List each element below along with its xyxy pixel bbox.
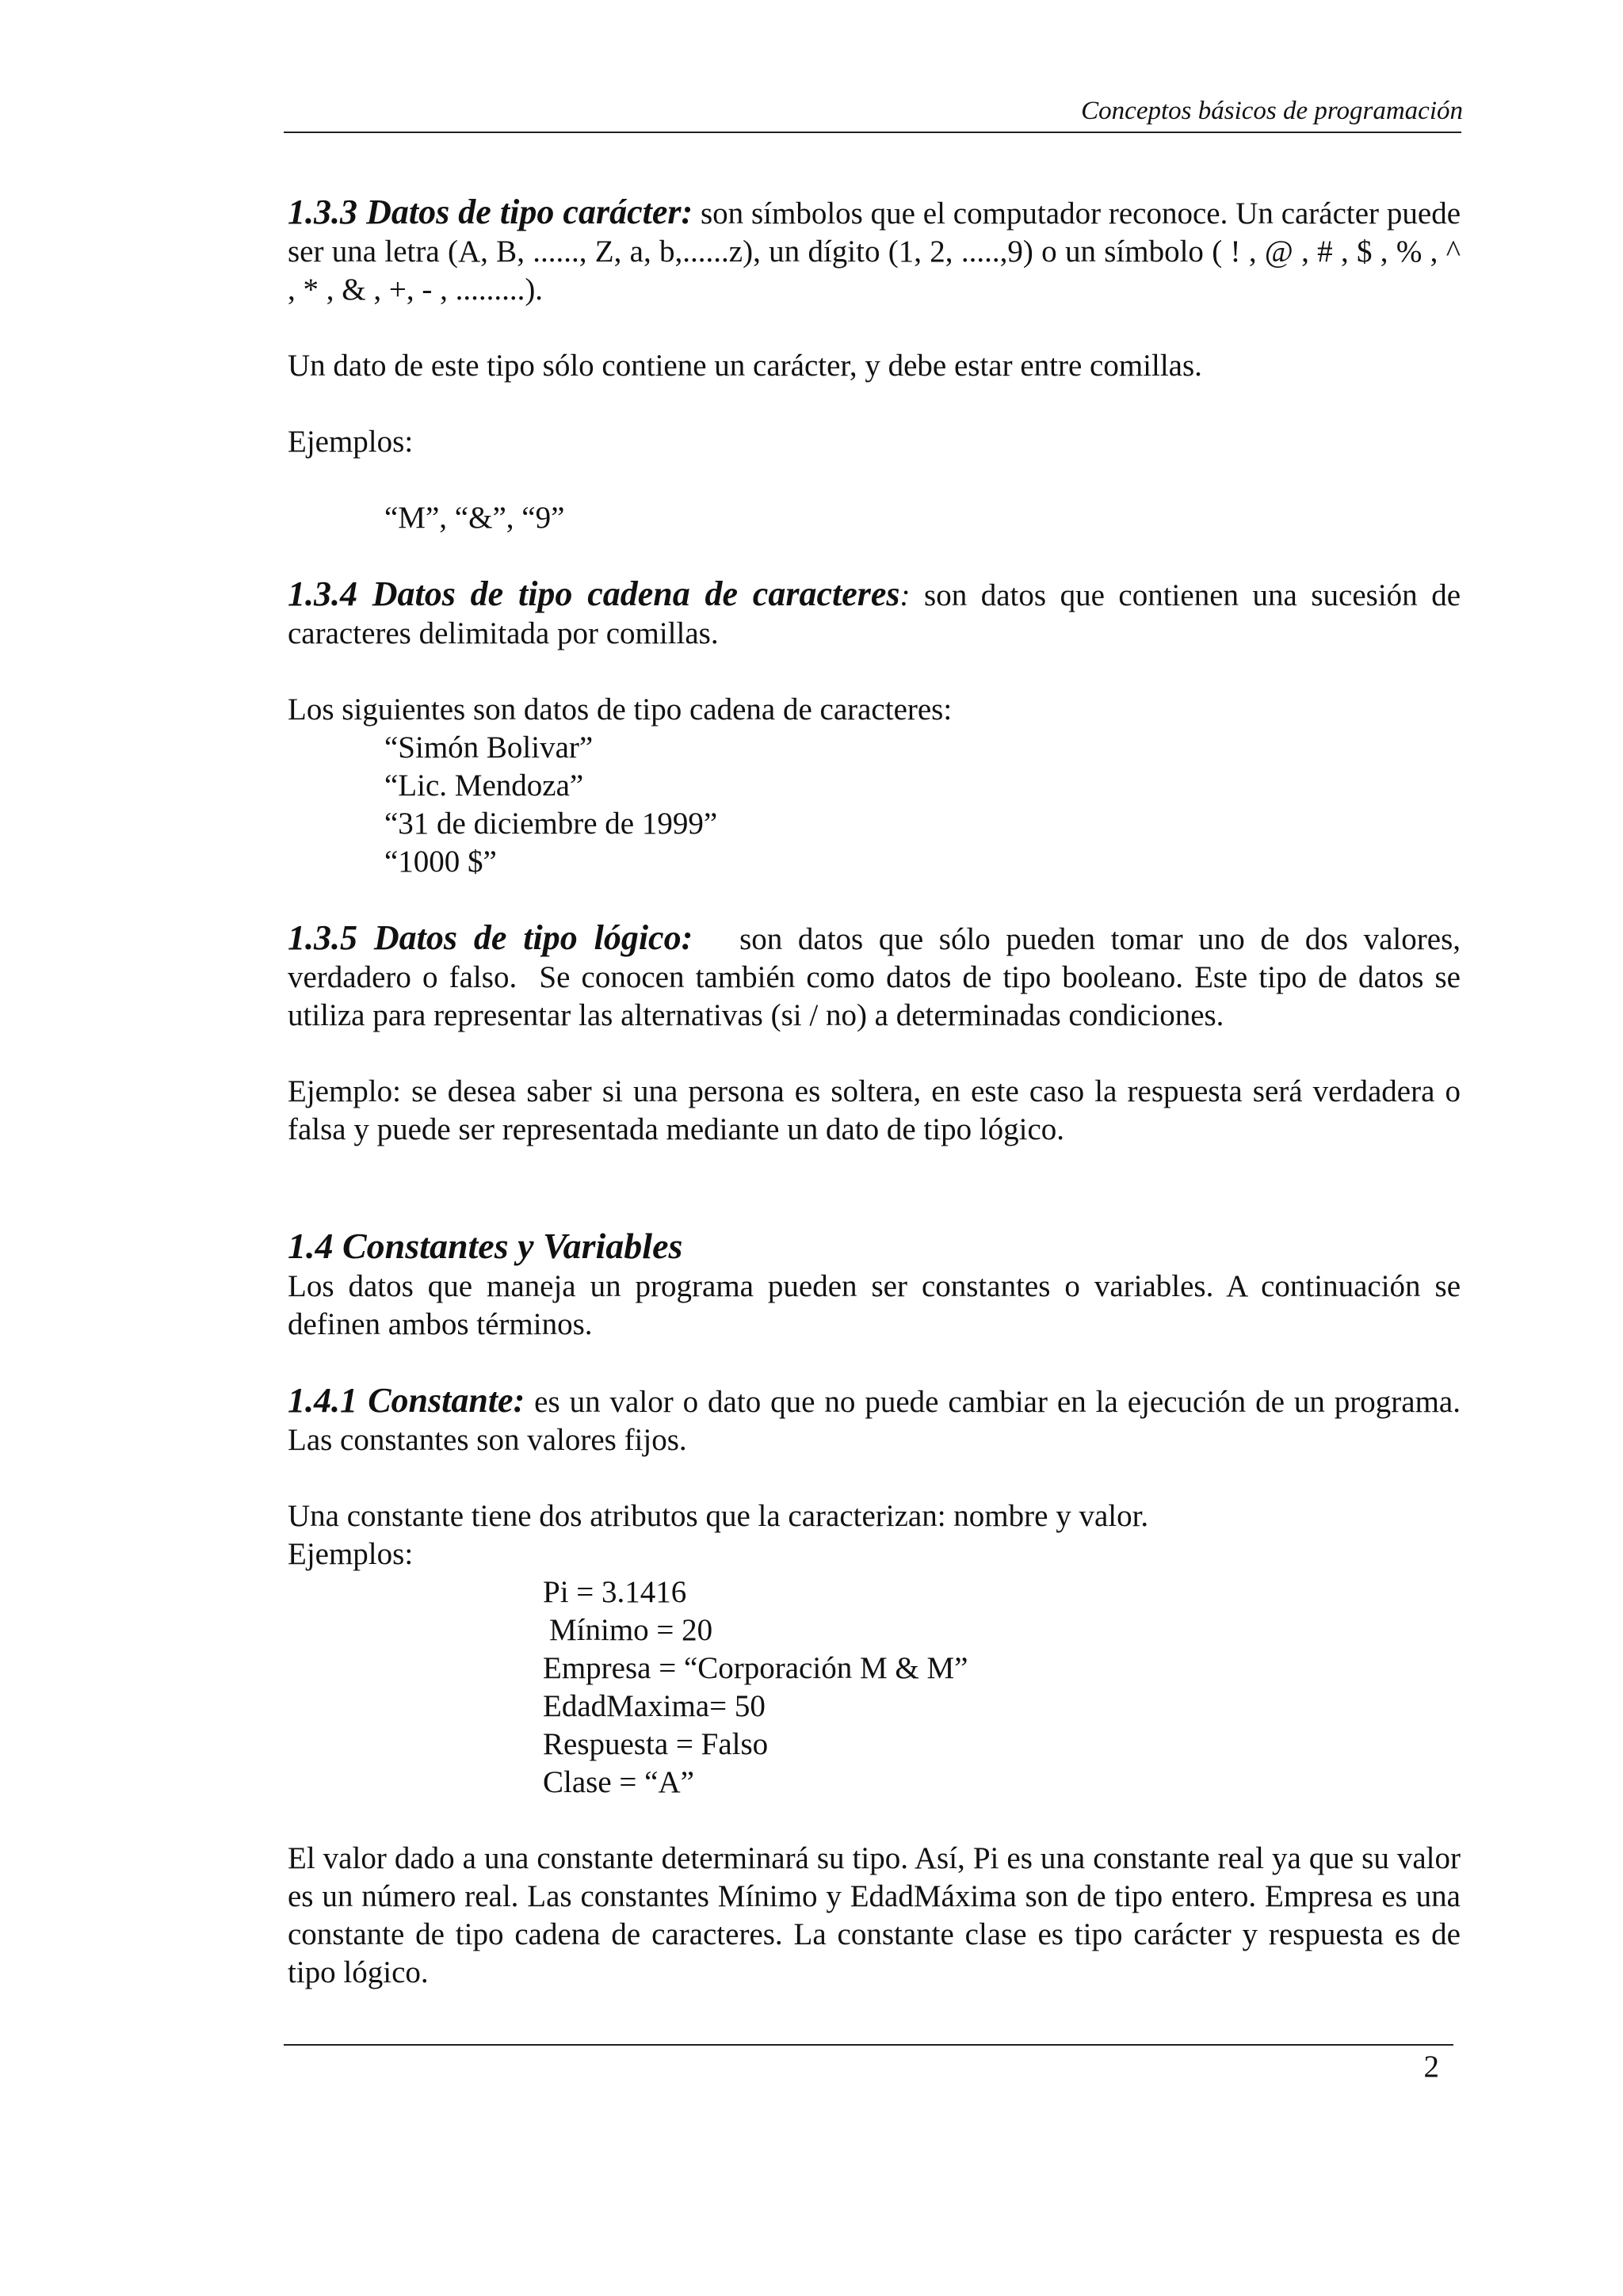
examples-label: Ejemplos: bbox=[288, 1537, 414, 1571]
footer-rule bbox=[284, 2044, 1453, 2046]
paragraph-logico-ejemplo: Ejemplo: se desea saber si una persona es soltera, en este caso la respuesta será verdadera o falsa y puede ser representada mediante un dato de tipo lógico. bbox=[288, 1074, 1461, 1146]
heading-colon: : bbox=[899, 578, 911, 612]
constant-example: Respuesta = Falso bbox=[543, 1727, 769, 1761]
paragraph-atributos: Una constante tiene dos atributos que la caracterizan: nombre y valor. bbox=[288, 1499, 1149, 1533]
running-header: Conceptos básicos de programación bbox=[1081, 97, 1463, 125]
paragraph-text: son datos que sólo pueden tomar uno de dos valores, verdadero o falso. Se conocen también como datos de tipo booleano. Este tipo de datos se utiliza para representar las alternativas (si / no) a determinadas condiciones. bbox=[288, 922, 1468, 1032]
constant-example: Mínimo = 20 bbox=[549, 1613, 713, 1647]
paragraph-text: son datos que contienen una sucesión de caracteres delimitada por comillas. bbox=[288, 578, 1461, 650]
examples-label: Ejemplos: bbox=[288, 425, 414, 459]
list-item: “Simón Bolivar” bbox=[384, 730, 594, 765]
paragraph-cadena-intro: Los siguientes son datos de tipo cadena de caracteres: bbox=[288, 692, 953, 727]
heading-1-3-4: 1.3.4 Datos de tipo cadena de caracteres bbox=[288, 574, 900, 613]
examples-caracter: “M”, “&”, “9” bbox=[384, 501, 565, 535]
paragraph-tipo-constante: El valor dado a una constante determinará su tipo. Así, Pi es una constante real ya que su valor es un número real. Las constantes Mínimo y EdadMáxima son de tipo entero. Empresa es una constante de tipo cadena de caracteres. La constante clase es tipo carácter y respuesta es de tipo lógico. bbox=[288, 1841, 1461, 1989]
paragraph-constante bbox=[288, 1382, 1461, 1459]
page-number: 2 bbox=[1423, 2050, 1439, 2084]
paragraph-text: es un valor o dato que no puede cambiar en la ejecución de un programa. Las constantes son valores fijos. bbox=[288, 1385, 1461, 1457]
heading-1-4-1: 1.4.1 Constante: bbox=[288, 1381, 525, 1420]
header-rule bbox=[284, 132, 1461, 133]
heading-1-3-5: 1.3.5 Datos de tipo lógico: bbox=[288, 918, 693, 957]
constant-example: Empresa = “Corporación M & M” bbox=[543, 1651, 968, 1685]
section-title-1-4: 1.4 Constantes y Variables bbox=[288, 1226, 683, 1266]
paragraph-constantes-variables: Los datos que maneja un programa pueden ser constantes o variables. A continuación se definen ambos términos. bbox=[288, 1269, 1461, 1341]
paragraph-logico bbox=[288, 918, 1468, 1035]
list-item: “31 de diciembre de 1999” bbox=[384, 807, 718, 841]
paragraph-text: son símbolos que el computador reconoce. Un carácter puede ser una letra (A, B, ......, Z, a, b,......z), un dígito (1, 2, .....,9) o un símbolo ( ! , @ , # , $ , % , ^ , * , & , +, - , .........). bbox=[288, 196, 1461, 307]
paragraph-datos-caracter bbox=[288, 193, 1461, 309]
list-item: “Lic. Mendoza” bbox=[384, 769, 584, 803]
paragraph-cadena bbox=[288, 575, 1461, 653]
constant-example: Pi = 3.1416 bbox=[543, 1575, 687, 1609]
heading-1-3-3: 1.3.3 Datos de tipo carácter: bbox=[288, 193, 693, 231]
constant-example: Clase = “A” bbox=[543, 1765, 694, 1799]
constant-example: EdadMaxima= 50 bbox=[543, 1689, 766, 1723]
list-item: “1000 $” bbox=[384, 845, 497, 879]
page-body bbox=[288, 193, 1468, 1992]
paragraph-caracter-comillas: Un dato de este tipo sólo contiene un carácter, y debe estar entre comillas. bbox=[288, 349, 1202, 383]
